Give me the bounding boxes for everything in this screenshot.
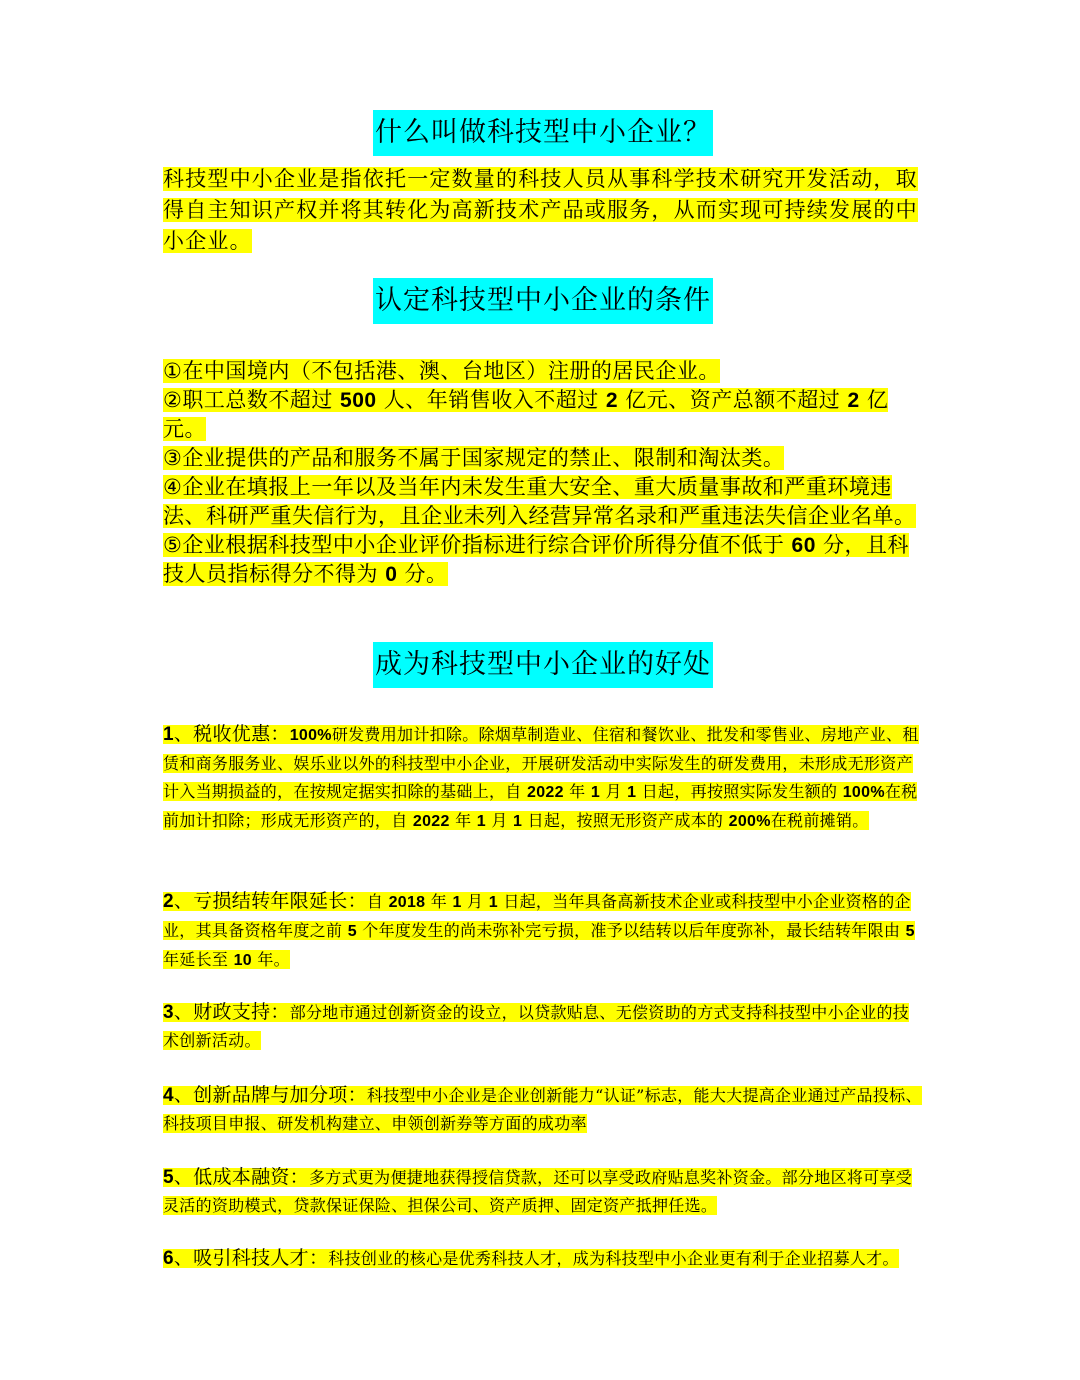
- benefit-item-financing: 5、低成本融资：多方式更为便捷地获得授信贷款，还可以享受政府贴息奖补资金。部分地区将可享受灵活的资助模式，贷款保证保险、担保公司、资产质押、固定资产抵押任选。: [163, 1166, 913, 1215]
- definition-paragraph: [163, 164, 923, 257]
- condition-item: ④企业在填报上一年以及当年内未发生重大安全、重大质量事故和严重环境违法、科研严重失信行为，且企业未列入经营异常名录和严重违法失信企业名单。: [163, 475, 916, 528]
- heading-text: 什么叫做科技型中小企业？: [373, 110, 713, 156]
- heading-text: 认定科技型中小企业的条件: [373, 278, 713, 324]
- condition-item: ③企业提供的产品和服务不属于国家规定的禁止、限制和淘汰类。: [163, 446, 785, 470]
- circled-number-2: ②: [163, 388, 183, 412]
- benefit-item-tax: 1、税收优惠：100%研发费用加计扣除。除烟草制造业、住宿和餐饮业、批发和零售业、房地产业、租赁和商务服务业、娱乐业以外的科技型中小企业，开展研发活动中实际发生的研发费用，未形成无形资产计入当期损益的，在按规定据实扣除的基础上，自 2022 年 1 月 1 日起，再按照实际发生额的 100%在税前加计扣除；形成无形资产的，自 2022 年 1 月 1 日起，按照无形资产成本的 200%在税前摊销。: [163, 723, 919, 830]
- circled-number-5: ⑤: [163, 533, 183, 557]
- circled-number-1: ①: [163, 359, 183, 383]
- section-heading-benefits: [163, 642, 923, 688]
- circled-number-4: ④: [163, 475, 183, 499]
- condition-item: ⑤企业根据科技型中小企业评价指标进行综合评价所得分值不低于 60 分，且科技人员指标得分不得为 0 分。: [163, 533, 910, 586]
- benefit-item-talent: 6、吸引科技人才：科技创业的核心是优秀科技人才，成为科技型中小企业更有利于企业招募人才。: [163, 1247, 899, 1269]
- circled-number-3: ③: [163, 446, 183, 470]
- section-heading-what-is: [163, 110, 923, 156]
- heading-text: 成为科技型中小企业的好处: [373, 642, 713, 688]
- definition-text: 科技型中小企业是指依托一定数量的科技人员从事科学技术研究开发活动，取得自主知识产权并将其转化为高新技术产品或服务，从而实现可持续发展的中小企业。: [163, 167, 918, 253]
- benefit-item-financial-support: 3、财政支持：部分地市通过创新资金的设立，以贷款贴息、无偿资助的方式支持科技型中小企业的技术创新活动。: [163, 1001, 910, 1050]
- conditions-list: [163, 357, 923, 589]
- benefit-item-brand: 4、创新品牌与加分项：科技型中小企业是企业创新能力“认证”标志，能大大提高企业通过产品投标、科技项目申报、研发机构建立、申领创新券等方面的成功率: [163, 1084, 922, 1133]
- section-heading-conditions: [163, 278, 923, 324]
- condition-item: ①在中国境内（不包括港、澳、台地区）注册的居民企业。: [163, 359, 720, 383]
- benefit-item-loss-carryforward: 2、亏损结转年限延长：自 2018 年 1 月 1 日起，当年具备高新技术企业或科技型中小企业资格的企业，其具备资格年度之前 5 个年度发生的尚未弥补完亏损，准予以结转以后年度弥补，最长结转年限由 5 年延长至 10 年。: [163, 890, 915, 969]
- condition-item: ②职工总数不超过 500 人、年销售收入不超过 2 亿元、资产总额不超过 2 亿元。: [163, 388, 889, 441]
